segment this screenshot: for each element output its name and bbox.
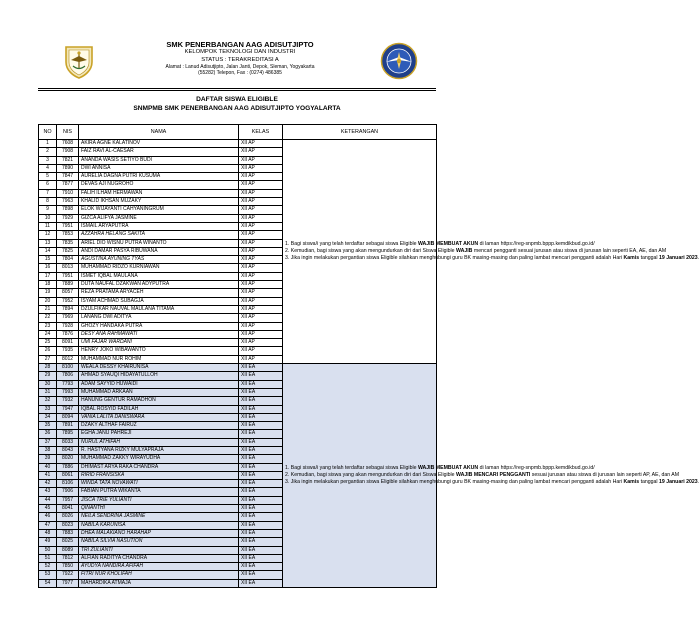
student-class: XII EA <box>239 372 283 380</box>
student-nis: 7910 <box>57 189 79 197</box>
school-emblem-icon <box>62 44 96 80</box>
row-number: 42 <box>39 480 57 488</box>
note-emphasis: WAJIB MEMBUAT AKUN <box>417 464 479 471</box>
row-number: 31 <box>39 388 57 396</box>
student-name: MAHARDIKA ATMAJA <box>79 579 239 587</box>
student-nis: 8106 <box>57 480 79 488</box>
student-class: XII AP <box>239 239 283 247</box>
note-emphasis: 19 Januari 2023 <box>659 255 698 262</box>
note-text: . <box>697 479 699 486</box>
student-class: XII EA <box>239 480 283 488</box>
note-emphasis: WAJIB MENCARI PENGGANTI <box>456 471 531 478</box>
student-name: ANDI DAMAR PASYA RIBUWANA <box>79 247 239 255</box>
student-class: XII AP <box>239 198 283 206</box>
row-number: 8 <box>39 198 57 206</box>
student-name: RIRID FRANSISKA <box>79 471 239 479</box>
row-number: 40 <box>39 463 57 471</box>
note-text: di laman https://reg-snpmb.bppp.kemdikbud.go.id/ <box>478 240 595 247</box>
row-number: 18 <box>39 281 57 289</box>
student-class: XII EA <box>239 463 283 471</box>
student-nis: 7977 <box>57 579 79 587</box>
eligible-students-table <box>38 124 699 588</box>
student-class: XII EA <box>239 364 283 372</box>
letterhead-rule-thick <box>38 88 436 89</box>
student-nis: 7825 <box>57 247 79 255</box>
row-number: 17 <box>39 272 57 280</box>
student-name: AZZAHRA HELANG SAKITA <box>79 231 239 239</box>
student-name: MUHAMMAD NUR ROHIM <box>79 355 239 363</box>
row-number: 14 <box>39 247 57 255</box>
student-name: DWI ANNISA <box>79 164 239 172</box>
note-text: tanggal <box>639 479 660 486</box>
row-number: 16 <box>39 264 57 272</box>
note-emphasis: WAJIB MEMBUAT AKUN <box>417 240 479 247</box>
student-class: XII EA <box>239 422 283 430</box>
student-name: ISYAM ACHMAD SUBAGJA <box>79 297 239 305</box>
student-class: XII AP <box>239 206 283 214</box>
student-name: NABILA SILVIA NASUTION <box>79 538 239 546</box>
student-name: DHEA MALAKIANO HARAHAP <box>79 529 239 537</box>
student-name: AHMAD SYAUQI HIDAYATULLOH <box>79 372 239 380</box>
student-name: NABILA KARUNISA <box>79 521 239 529</box>
student-nis: 8091 <box>57 339 79 347</box>
row-number: 10 <box>39 214 57 222</box>
student-name: AKIRA AGNE KALATINOV <box>79 140 239 148</box>
student-nis: 8012 <box>57 355 79 363</box>
row-number: 13 <box>39 239 57 247</box>
student-nis: 7804 <box>57 256 79 264</box>
row-number: 35 <box>39 422 57 430</box>
note-point-3 <box>285 255 699 262</box>
student-class: XII EA <box>239 521 283 529</box>
student-name: DESY ANA RAHMAWATI <box>79 330 239 338</box>
row-number: 22 <box>39 314 57 322</box>
student-class: XII AP <box>239 214 283 222</box>
student-nis: 7908 <box>57 148 79 156</box>
student-class: XII AP <box>239 247 283 255</box>
row-number: 19 <box>39 289 57 297</box>
school-address: Alamat : Lanud Adisutjipto, Jalan Janti, Depok, Sleman, Yogyakarta <box>165 63 315 70</box>
student-nis: 8025 <box>57 538 79 546</box>
table-row <box>39 364 437 372</box>
note-point-2 <box>285 247 667 255</box>
student-name: FITRI NUR KHOLIFAH <box>79 571 239 579</box>
student-nis: 7890 <box>57 164 79 172</box>
student-class: XII AP <box>239 256 283 264</box>
school-field: KELOMPOK TEKNOLOGI DAN INDUSTRI <box>184 49 296 56</box>
note-text: 2. Kemudian, bagi siswa yang akan mengundurkan diri dari Siswa Eligible <box>285 247 456 254</box>
student-class: XII AP <box>239 272 283 280</box>
student-class: XII AP <box>239 231 283 239</box>
student-class: XII AP <box>239 189 283 197</box>
row-number: 34 <box>39 413 57 421</box>
student-class: XII AP <box>239 347 283 355</box>
student-class: XII AP <box>239 181 283 189</box>
student-name: FALIH ILHAM HERMAWAN <box>79 189 239 197</box>
student-nis: 8020 <box>57 455 79 463</box>
row-number: 1 <box>39 140 57 148</box>
row-number: 29 <box>39 372 57 380</box>
letterhead <box>110 40 370 76</box>
student-name: GIZCA ALIFYA JASMINE <box>79 214 239 222</box>
student-name: DUTA NAUFAL DZAKWAN ADYPUTRA <box>79 281 239 289</box>
student-name: ARIEL DIO WISNU PUTRA WINANTO <box>79 239 239 247</box>
student-class: XII AP <box>239 305 283 313</box>
student-nis: 7608 <box>57 140 79 148</box>
student-nis: 7951 <box>57 272 79 280</box>
row-number: 49 <box>39 538 57 546</box>
note-text: tanggal <box>639 255 660 262</box>
table-row <box>39 140 437 148</box>
student-nis: 7993 <box>57 388 79 396</box>
column-header-name: NAMA <box>79 125 239 140</box>
row-number: 41 <box>39 471 57 479</box>
row-number: 20 <box>39 297 57 305</box>
student-nis: 7891 <box>57 422 79 430</box>
note-text: di laman https://reg-snpmb.bppp.kemdikbud.go.id/ <box>478 464 595 471</box>
student-nis: 8094 <box>57 413 79 421</box>
student-nis: 7853 <box>57 231 79 239</box>
student-nis: 8061 <box>57 471 79 479</box>
student-nis: 7812 <box>57 554 79 562</box>
student-name: WEALA DESSY KHAIRUNISA <box>79 364 239 372</box>
student-nis: 7957 <box>57 496 79 504</box>
note-text: mencari pengganti sesuai jurusan atau siswa di jurusan lain seperti EA, AE, dan AM <box>472 247 667 254</box>
student-class: XII EA <box>239 397 283 405</box>
student-class: XII EA <box>239 571 283 579</box>
row-number: 36 <box>39 430 57 438</box>
document-title: DAFTAR SISWA ELIGIBLE <box>196 96 278 103</box>
student-nis: 7877 <box>57 181 79 189</box>
student-name: HENRY JOKO WIBAWANTO <box>79 347 239 355</box>
student-class: XII EA <box>239 538 283 546</box>
student-class: XII AP <box>239 140 283 148</box>
student-class: XII AP <box>239 156 283 164</box>
row-number: 38 <box>39 446 57 454</box>
row-number: 5 <box>39 173 57 181</box>
row-number: 33 <box>39 405 57 413</box>
note-point-1 <box>285 464 595 472</box>
column-header-notes: KETERANGAN <box>283 125 437 140</box>
student-nis: 7922 <box>57 571 79 579</box>
student-name: LANANG DWI ADITYA <box>79 314 239 322</box>
note-point-2 <box>285 471 680 479</box>
student-class: XII AP <box>239 222 283 230</box>
student-nis: 7847 <box>57 173 79 181</box>
student-name: ELOK WIJAYANTI CAHYANINGRUM <box>79 206 239 214</box>
student-class: XII EA <box>239 455 283 463</box>
student-class: XII AP <box>239 164 283 172</box>
student-nis: 7895 <box>57 430 79 438</box>
row-number: 21 <box>39 305 57 313</box>
row-number: 32 <box>39 397 57 405</box>
student-class: XII AP <box>239 173 283 181</box>
note-point-1 <box>285 240 595 248</box>
student-class: XII AP <box>239 297 283 305</box>
student-name: ISMET IQBAL MAULANA <box>79 272 239 280</box>
student-class: XII EA <box>239 446 283 454</box>
column-header-no: NO <box>39 125 57 140</box>
student-name: VANIA LALITA DANISWARA <box>79 413 239 421</box>
student-name: REZA PRATAMA ARYACEH <box>79 289 239 297</box>
student-class: XII AP <box>239 339 283 347</box>
row-number: 9 <box>39 206 57 214</box>
row-number: 27 <box>39 355 57 363</box>
student-name: WINDA TATA NOVAWATI <box>79 480 239 488</box>
student-name: NURUL ATHIFAH <box>79 438 239 446</box>
student-class: XII EA <box>239 563 283 571</box>
student-name: ISMAIL ARYAPUTRA <box>79 222 239 230</box>
student-nis: 7952 <box>57 297 79 305</box>
student-nis: 8100 <box>57 364 79 372</box>
student-class: XII EA <box>239 388 283 396</box>
student-name: DZULFIKAR NAUVAL MAULANA TITAMA <box>79 305 239 313</box>
student-nis: 7850 <box>57 563 79 571</box>
student-class: XII EA <box>239 380 283 388</box>
note-point-3 <box>285 479 699 486</box>
row-number: 47 <box>39 521 57 529</box>
column-header-nis: NIS <box>57 125 79 140</box>
note-text: sesuai jurusan atau siswa di jurusan lain seperti AP, AE, dan AM <box>530 471 680 478</box>
student-nis: 7929 <box>57 214 79 222</box>
row-number: 45 <box>39 505 57 513</box>
row-number: 11 <box>39 222 57 230</box>
row-number: 44 <box>39 496 57 504</box>
student-name: AURELIA DAGNA PUTRI KUSUMA <box>79 173 239 181</box>
student-class: XII AP <box>239 355 283 363</box>
student-nis: 7906 <box>57 488 79 496</box>
school-phone: (55282) Telepon, Fax : (0274) 486385 <box>198 70 282 77</box>
student-nis: 7889 <box>57 281 79 289</box>
row-number: 43 <box>39 488 57 496</box>
row-number: 51 <box>39 554 57 562</box>
row-number: 39 <box>39 455 57 463</box>
student-name: ALFIAN RADITYA CHANDRA <box>79 554 239 562</box>
air-force-emblem-icon <box>380 42 418 80</box>
accreditation-status: STATUS : TERAKREDITASI A <box>201 56 279 63</box>
student-nis: 7835 <box>57 239 79 247</box>
student-nis: 7932 <box>57 397 79 405</box>
note-emphasis: 19 Januari 2023 <box>659 479 698 486</box>
student-class: XII AP <box>239 289 283 297</box>
student-name: DZAKY ALTHAF FAIRUZ <box>79 422 239 430</box>
student-nis: 8043 <box>57 446 79 454</box>
student-class: XII EA <box>239 496 283 504</box>
student-nis: 7898 <box>57 206 79 214</box>
row-number: 12 <box>39 231 57 239</box>
row-number: 26 <box>39 347 57 355</box>
student-nis: 8057 <box>57 289 79 297</box>
student-nis: 8013 <box>57 264 79 272</box>
row-number: 54 <box>39 579 57 587</box>
student-name: QINANTHI <box>79 505 239 513</box>
row-number: 48 <box>39 529 57 537</box>
student-nis: 8023 <box>57 521 79 529</box>
student-nis: 7947 <box>57 405 79 413</box>
student-name: NEILA SENDRINA JASMINE <box>79 513 239 521</box>
student-name: AGUSTINA AYUNING TYAS <box>79 256 239 264</box>
student-nis: 8089 <box>57 546 79 554</box>
student-name: AYUDYA NANDIRA AFIFAH <box>79 563 239 571</box>
note-text: 2. Kemudian, bagi siswa yang akan mengundurkan diri dari Siswa Eligible <box>285 471 456 478</box>
student-class: XII EA <box>239 471 283 479</box>
row-number: 53 <box>39 571 57 579</box>
note-text: 3. Jika ingin melakukan pergantian siswa Eligible silahkan menghubungi guru BK masing-masing dan paling lambat mencari pengganti adalah Hari <box>285 479 624 486</box>
student-name: UMI FAJAR WARDANI <box>79 339 239 347</box>
student-class: XII EA <box>239 430 283 438</box>
student-class: XII EA <box>239 554 283 562</box>
student-name: ADAM SAYYID HUWAIDI <box>79 380 239 388</box>
letterhead-rule-thin <box>38 90 436 91</box>
row-number: 7 <box>39 189 57 197</box>
student-name: IQBAL ROSYID FADILAH <box>79 405 239 413</box>
table-header-row <box>39 125 437 140</box>
student-name: GHOZY HANDAKA PUTRA <box>79 322 239 330</box>
student-class: XII EA <box>239 405 283 413</box>
student-nis: 7935 <box>57 347 79 355</box>
student-class: XII AP <box>239 322 283 330</box>
row-number: 25 <box>39 339 57 347</box>
school-name: SMK PENERBANGAN AAG ADISUTJIPTO <box>166 40 314 49</box>
student-name: R. HASTYANA RIZKY MULYAPRAJA <box>79 446 239 454</box>
student-nis: 7883 <box>57 529 79 537</box>
row-number: 4 <box>39 164 57 172</box>
note-text: . <box>697 255 699 262</box>
student-name: DHIMAST ARYA RAKA CHANDRA <box>79 463 239 471</box>
student-nis: 7894 <box>57 305 79 313</box>
student-name: MUHAMMAD ZAKKY WIRAYUDHA <box>79 455 239 463</box>
student-name: MUHAMMAD ARKAAN <box>79 388 239 396</box>
student-name: MUHAMMAD RIDZO KURNIAWAN <box>79 264 239 272</box>
row-number: 23 <box>39 322 57 330</box>
student-name: KHALID IKHSAN MUZAKY <box>79 198 239 206</box>
student-class: XII EA <box>239 529 283 537</box>
notes-cell-ea <box>283 364 699 588</box>
student-class: XII EA <box>239 546 283 554</box>
student-name: TRI ZULIANTI <box>79 546 239 554</box>
student-class: XII EA <box>239 413 283 421</box>
student-name: DEVAS AJI NUGROHO <box>79 181 239 189</box>
row-number: 28 <box>39 364 57 372</box>
row-number: 50 <box>39 546 57 554</box>
row-number: 46 <box>39 513 57 521</box>
row-number: 24 <box>39 330 57 338</box>
student-nis: 7821 <box>57 156 79 164</box>
student-class: XII EA <box>239 505 283 513</box>
student-name: FAIZ RAVI AL-CAESAR <box>79 148 239 156</box>
student-nis: 7928 <box>57 322 79 330</box>
student-class: XII AP <box>239 314 283 322</box>
student-name: EGHA JANU PAHREJI <box>79 430 239 438</box>
note-text: 3. Jika ingin melakukan pergantian siswa Eligible silahkan menghubungi guru BK masing-masing dan paling lambat mencari pengganti adalah Hari <box>285 255 624 262</box>
student-nis: 8026 <box>57 513 79 521</box>
note-emphasis: Kamis <box>623 479 640 486</box>
student-nis: 7806 <box>57 372 79 380</box>
row-number: 37 <box>39 438 57 446</box>
student-nis: 7969 <box>57 314 79 322</box>
note-text: 1. Bagi siswa/i yang telah terdaftar sebagai siswa Eligible <box>285 464 418 471</box>
student-class: XII EA <box>239 488 283 496</box>
student-class: XII EA <box>239 579 283 587</box>
student-nis: 7876 <box>57 330 79 338</box>
student-class: XII AP <box>239 330 283 338</box>
student-name: HANUNG GENTUR RAMADHON <box>79 397 239 405</box>
note-text: 1. Bagi siswa/i yang telah terdaftar sebagai siswa Eligible <box>285 240 418 247</box>
student-nis: 7886 <box>57 463 79 471</box>
document-subtitle: SNMPMB SMK PENERBANGAN AAG ADISUTJIPTO YOGYALARTA <box>133 105 341 112</box>
row-number: 30 <box>39 380 57 388</box>
student-class: XII EA <box>239 513 283 521</box>
student-name: JISCA TRIE YULIANTI <box>79 496 239 504</box>
student-nis: 8033 <box>57 438 79 446</box>
student-class: XII EA <box>239 438 283 446</box>
note-emphasis: WAJIB <box>456 247 473 254</box>
student-class: XII AP <box>239 264 283 272</box>
student-class: XII AP <box>239 148 283 156</box>
row-number: 2 <box>39 148 57 156</box>
note-emphasis: Kamis <box>623 255 640 262</box>
row-number: 52 <box>39 563 57 571</box>
student-name: ANANDA WASIS SETIYO BUDI <box>79 156 239 164</box>
student-class: XII AP <box>239 281 283 289</box>
column-header-class: KELAS <box>239 125 283 140</box>
student-name: FABIAN PUTRA WIKANTA <box>79 488 239 496</box>
row-number: 3 <box>39 156 57 164</box>
notes-cell-ap <box>283 140 699 364</box>
row-number: 6 <box>39 181 57 189</box>
row-number: 15 <box>39 256 57 264</box>
student-nis: 7963 <box>57 198 79 206</box>
student-nis: 7951 <box>57 222 79 230</box>
student-nis: 7793 <box>57 380 79 388</box>
student-nis: 8041 <box>57 505 79 513</box>
